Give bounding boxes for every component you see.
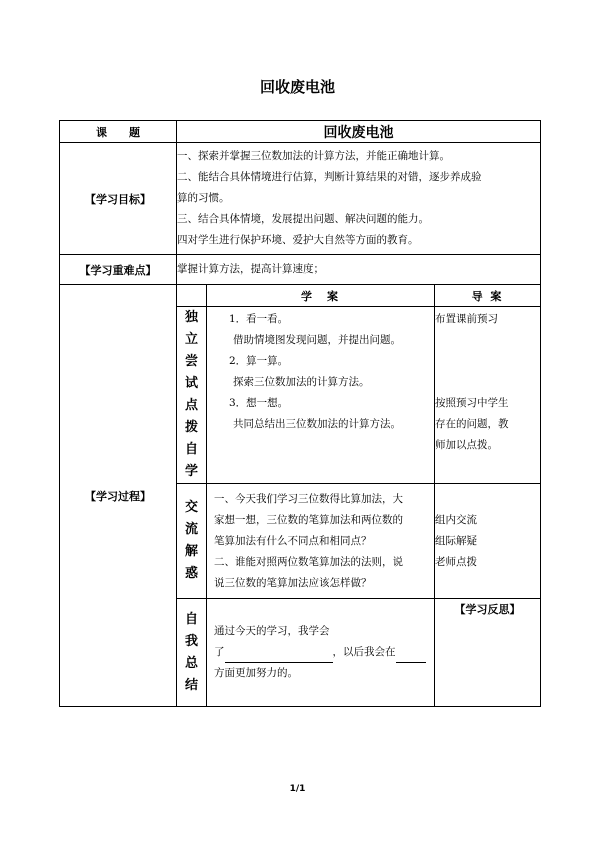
plan-line: 3．想一想。	[229, 397, 289, 409]
stage-char: 自	[184, 442, 198, 457]
stage-guide-self-study	[435, 307, 541, 484]
guide-line: 按照预习中学生	[435, 397, 509, 409]
stage-char: 尝	[184, 354, 198, 369]
topic-row	[60, 121, 541, 143]
stage-char: 惑	[184, 566, 198, 581]
header-guide: 导 案	[435, 285, 541, 307]
goals-label: 【学习目标】	[60, 143, 177, 255]
stage-char: 交	[184, 500, 198, 515]
plan-line: 1．看一看。	[229, 313, 289, 325]
stage-char: 独	[184, 310, 198, 325]
stage-name-exchange	[177, 484, 207, 599]
stage-char: 总	[184, 655, 198, 671]
stage-char: 点	[184, 398, 198, 413]
goal-line: 二、能结合具体情境进行估算，判断计算结果的对错，逐步养成验	[177, 171, 482, 183]
stage-char: 结	[184, 677, 198, 693]
guide-line: 组内交流	[435, 513, 477, 526]
stage-guide-exchange	[435, 484, 541, 599]
guide-line: 老师点拨	[435, 555, 477, 568]
plan-text: 了	[214, 646, 225, 658]
stage-char: 我	[184, 633, 198, 649]
fill-blank[interactable]	[396, 662, 426, 663]
stage-char: 拨	[184, 420, 198, 435]
plan-line: 2．算一算。	[229, 355, 289, 367]
topic-label: 课 题	[60, 121, 177, 143]
stage-plan-exchange	[207, 484, 435, 599]
focus-value: 掌握计算方法，提高计算速度；	[177, 255, 541, 285]
page-title: 回收废电池	[259, 78, 335, 96]
lesson-plan-table	[59, 120, 541, 707]
stage-char: 学	[184, 464, 198, 479]
goal-line: 三、结合具体情境，发展提出问题、解决问题的能力。	[177, 213, 429, 225]
stage-char: 解	[184, 544, 198, 559]
header-plan: 学 案	[207, 285, 435, 307]
process-label: 【学习过程】	[60, 285, 177, 707]
plan-line: 说三位数的笔算加法应该怎样做？	[214, 576, 372, 589]
stage-char: 自	[184, 611, 198, 627]
stage-char: 试	[184, 376, 198, 391]
header-blank	[177, 285, 207, 307]
guide-spacer	[435, 330, 540, 393]
stage-char: 立	[184, 332, 198, 347]
goal-line: 一、探索并掌握三位数加法的计算方法，并能正确地计算。	[177, 150, 450, 162]
page-number: 1/1	[289, 784, 306, 794]
plan-line: 笔算加法有什么不同点和相同点？	[214, 534, 372, 547]
guide-line: 组际解疑	[435, 534, 477, 547]
plan-line: 一、今天我们学习三位数得比算加法，大	[214, 492, 403, 505]
plan-line-fill	[214, 642, 434, 663]
plan-line: 共同总结出三位数加法的计算方法。	[233, 418, 401, 430]
plan-line: 二、谁能对照两位数笔算加法的法则，说	[214, 555, 403, 568]
topic-value: 回收废电池	[177, 121, 541, 143]
plan-line: 借助情境图发现问题，并提出问题。	[233, 334, 401, 346]
guide-line: 布置课前预习	[435, 313, 498, 325]
reflection-label: 【学习反思】	[435, 599, 541, 707]
plan-line: 家想一想，三位数的笔算加法和两位数的	[214, 513, 403, 526]
focus-label: 【学习重难点】	[60, 255, 177, 285]
goals-row	[60, 143, 541, 255]
plan-line: 通过今天的学习，我学会	[214, 625, 330, 637]
guide-line: 存在的问题，教	[435, 418, 509, 430]
stage-char: 流	[184, 522, 198, 537]
stage-name-summary	[177, 599, 207, 707]
goal-line: 四对学生进行保护环境、爱护大自然等方面的教育。	[177, 234, 419, 246]
guide-line: 师加以点拨。	[435, 439, 498, 451]
goal-line: 算的习惯。	[177, 192, 230, 204]
process-header-row	[60, 285, 541, 307]
stage-plan-self-study	[207, 307, 435, 484]
goals-content	[177, 143, 541, 255]
focus-row	[60, 255, 541, 285]
plan-line: 方面更加努力的。	[214, 667, 298, 679]
stage-name-self-study	[177, 307, 207, 484]
stage-plan-summary	[207, 599, 435, 707]
plan-line: 探索三位数加法的计算方法。	[233, 376, 370, 388]
plan-text: ，以后我会在	[332, 646, 396, 658]
